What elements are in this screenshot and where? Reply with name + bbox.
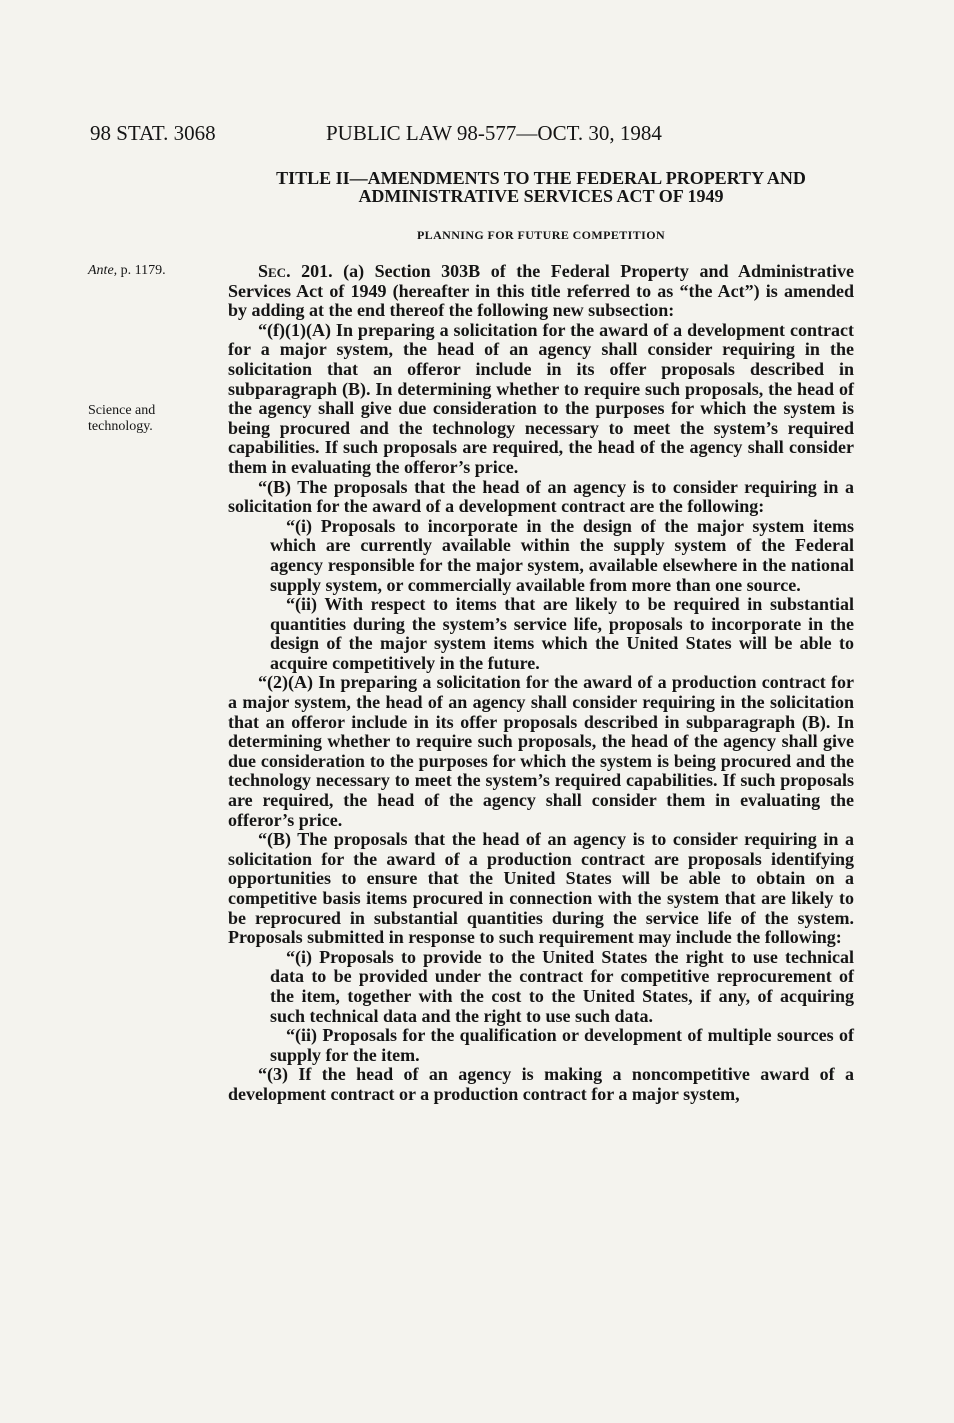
clause-f1B-ii: “(ii) With respect to items that are likely to be required in substantial quantities during the system’s service life, proposals to incorporate in the design of the major system items which the United States will be able to acquire competitively in the future. [270, 594, 854, 673]
document-body [228, 262, 854, 1105]
margin-note-ante-page: p. 1179. [117, 263, 166, 278]
public-law-header: PUBLIC LAW 98-577—OCT. 30, 1984 [326, 121, 662, 145]
margin-note-science-line-2: technology. [88, 419, 153, 434]
stat-citation: 98 STAT. 3068 [90, 121, 216, 145]
sec-201-text: (a) Section 303B of the Federal Property and Administrative Services Act of 1949 (hereafter in this title referred to as “the Act”) is amended by adding at the end thereof the following new subsection: [228, 261, 854, 321]
margin-note-science-line-1: Science and [88, 403, 156, 418]
sec-201-paragraph [228, 262, 854, 321]
title-heading [228, 169, 854, 205]
margin-note-science [88, 403, 155, 435]
section-subheading: PLANNING FOR FUTURE COMPETITION [416, 228, 666, 242]
clause-f2B-i: “(i) Proposals to provide to the United States the right to use technical data to be provided under the contract for competitive reprocurement of the item, together with the cost to the United States, if any, of acquiring such technical data and the right to use such data. [270, 946, 854, 1026]
paragraph-f1A: “(f)(1)(A) In preparing a solicitation for the award of a development contract for a major system, the head of an agency shall consider requiring in the solicitation that an offeror include in its offer proposals described in subparagraph (B). In determining whether to require such proposals, the head of the agency shall give due consideration to the purposes for which the system is being procured and the technology necessary to meet the system’s required capabilities. If such proposals are required, the head of the agency shall consider them in evaluating the offeror’s price. [228, 319, 854, 477]
margin-note-ante [88, 263, 166, 279]
paragraph-f2B: “(B) The proposals that the head of an agency is to consider requiring in a solicitation for the award of a production contract are proposals identifying opportunities to ensure that the United States will be able to obtain on a competitive basis items procured in connection with the system that are likely to be reprocured in substantial quantities during the service life of the system. Proposals submitted in response to such requirement may include the following: [228, 829, 854, 948]
clause-f2B-ii: “(ii) Proposals for the qualification or development of multiple sources of supply for the item. [270, 1025, 854, 1065]
margin-note-ante-italic: Ante, [88, 263, 118, 278]
title-line-1: TITLE II—AMENDMENTS TO THE FEDERAL PROPERTY AND [276, 168, 806, 188]
paragraph-f1B: “(B) The proposals that the head of an agency is to consider requiring in a solicitation for the award of a development contract are the following: [228, 476, 854, 517]
paragraph-f2A: “(2)(A) In preparing a solicitation for the award of a production contract for a major system, the head of an agency shall consider requiring in the solicitation that an offeror include in its offer proposals described in subparagraph (B). In determining whether to require such proposals, the head of the agency shall give due consideration to the purposes for which the system is being procured and the technology necessary to meet the system’s required capabilities. If such proposals are required, the head of the agency shall consider them in evaluating the offeror’s price. [228, 672, 854, 830]
title-line-2: ADMINISTRATIVE SERVICES ACT OF 1949 [358, 186, 724, 206]
paragraph-f3: “(3) If the head of an agency is making a noncompetitive award of a development contract or a production contract for a major system, [228, 1064, 854, 1104]
section-label: Sec. 201. [258, 261, 333, 281]
clause-f1B-i: “(i) Proposals to incorporate in the design of the major system items which are currently available within the supply system of the Federal agency responsible for the major system, available elsewhere in the national supply system, or commercially available from more than one source. [270, 515, 854, 595]
